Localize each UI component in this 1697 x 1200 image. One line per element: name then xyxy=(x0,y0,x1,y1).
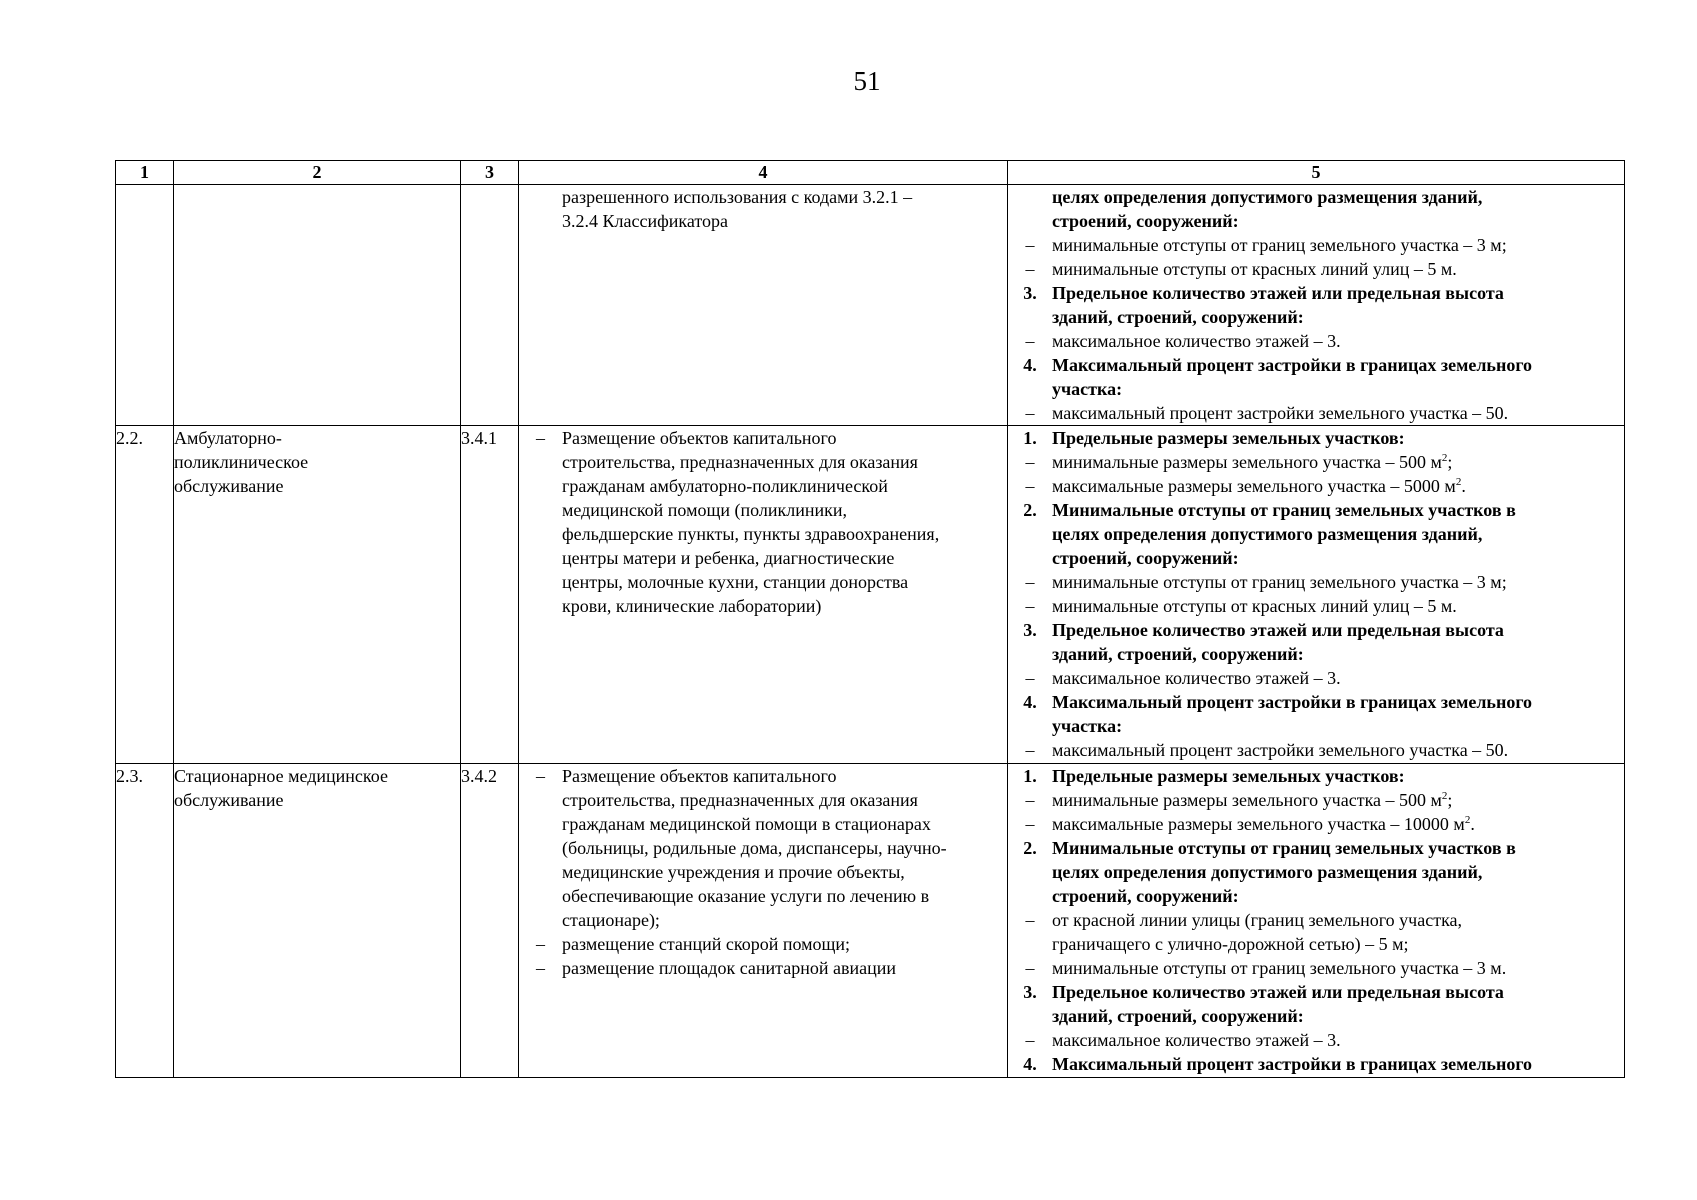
desc-text-value: центры матери и ребенка, диагностические xyxy=(562,548,895,568)
desc-text xyxy=(562,474,1007,498)
param-line xyxy=(1008,474,1624,498)
dash-marker: – xyxy=(1025,740,1035,760)
param-text-value: Максимальный процент застройки в границах земельного xyxy=(1052,692,1533,712)
row-number: 2.3. xyxy=(116,764,174,1078)
param-line xyxy=(1008,329,1624,353)
param-text-value: участка: xyxy=(1052,379,1123,399)
desc-text-value: крови, клинические лаборатории) xyxy=(562,596,822,616)
desc-line xyxy=(519,932,1007,956)
number-marker xyxy=(519,884,562,908)
number-marker xyxy=(1008,932,1052,956)
desc-text-value: (больницы, родильные дома, диспансеры, научно- xyxy=(562,838,947,858)
param-line xyxy=(1008,594,1624,618)
header-col-3: 3 xyxy=(461,161,519,185)
desc-line xyxy=(519,836,1007,860)
desc-line xyxy=(519,812,1007,836)
desc-text-value: строительства, предназначенных для оказания xyxy=(562,452,918,472)
desc-line xyxy=(519,498,1007,522)
use-description xyxy=(519,426,1008,764)
superscript: 2 xyxy=(1441,790,1448,802)
dash-marker: – xyxy=(1025,403,1035,423)
param-text-value: максимальные размеры земельного участка – 5000 м xyxy=(1052,476,1456,496)
classifier-code: 3.4.1 xyxy=(461,426,519,764)
classifier-code: 3.4.2 xyxy=(461,764,519,1078)
dash-marker: – xyxy=(536,958,545,978)
desc-text xyxy=(562,932,1007,956)
param-line xyxy=(1008,690,1624,714)
desc-text xyxy=(562,812,1007,836)
land-use-name xyxy=(174,185,461,426)
param-line xyxy=(1008,498,1624,522)
desc-text xyxy=(562,426,1007,450)
param-text xyxy=(1052,401,1624,425)
number-marker xyxy=(1008,305,1052,329)
number-marker: 1. xyxy=(1023,766,1037,786)
dash-marker: – xyxy=(1025,790,1035,810)
param-text-value: Предельные размеры земельных участков: xyxy=(1052,428,1405,448)
param-text-value: минимальные размеры земельного участка – 500 м xyxy=(1052,452,1442,472)
param-line xyxy=(1008,257,1624,281)
name-line: обслуживание xyxy=(174,790,284,810)
desc-text xyxy=(562,546,1007,570)
param-line xyxy=(1008,353,1624,377)
param-line xyxy=(1008,618,1624,642)
number-marker: 3. xyxy=(1023,982,1037,1002)
param-line xyxy=(1008,209,1624,233)
param-text-value: минимальные отступы от границ земельного участка – 3 м. xyxy=(1052,958,1507,978)
superscript: 2 xyxy=(1464,814,1471,826)
header-col-5: 5 xyxy=(1008,161,1625,185)
param-text-value: максимальное количество этажей – 3. xyxy=(1052,331,1341,351)
desc-text-value: стационаре); xyxy=(562,910,660,930)
desc-text xyxy=(562,594,1007,618)
number-marker xyxy=(1008,377,1052,401)
number-marker: 3. xyxy=(1023,283,1037,303)
param-text-value: Минимальные отступы от границ земельных участков в xyxy=(1052,500,1516,520)
param-text xyxy=(1052,570,1624,594)
desc-text xyxy=(562,860,1007,884)
param-text-value: Предельные размеры земельных участков: xyxy=(1052,766,1405,786)
param-line xyxy=(1008,666,1624,690)
param-text xyxy=(1052,666,1624,690)
number-marker: 2. xyxy=(1023,838,1037,858)
param-text-value: граничащего с улично-дорожной сетью) – 5 м; xyxy=(1052,934,1409,954)
desc-text xyxy=(562,450,1007,474)
param-text-value: минимальные отступы от границ земельного участка – 3 м; xyxy=(1052,235,1507,255)
punctuation: ; xyxy=(1447,790,1453,810)
desc-line xyxy=(519,209,1007,233)
number-marker xyxy=(1008,522,1052,546)
param-text xyxy=(1052,474,1624,498)
limit-parameters xyxy=(1008,764,1625,1078)
row-number xyxy=(116,185,174,426)
desc-line xyxy=(519,522,1007,546)
param-line xyxy=(1008,714,1624,738)
number-marker xyxy=(1008,1004,1052,1028)
param-text xyxy=(1052,860,1624,884)
name-line: поликлиническое xyxy=(174,452,309,472)
desc-line xyxy=(519,594,1007,618)
param-text xyxy=(1052,377,1624,401)
number-marker xyxy=(519,474,562,498)
number-marker xyxy=(519,522,562,546)
param-text xyxy=(1052,884,1624,908)
desc-text xyxy=(562,570,1007,594)
number-marker: 4. xyxy=(1023,355,1037,375)
desc-text-value: размещение площадок санитарной авиации xyxy=(562,958,897,978)
param-text xyxy=(1052,594,1624,618)
param-text-value: зданий, строений, сооружений: xyxy=(1052,307,1304,327)
param-line xyxy=(1008,522,1624,546)
desc-line xyxy=(519,956,1007,980)
desc-line xyxy=(519,474,1007,498)
desc-text xyxy=(562,522,1007,546)
dash-marker: – xyxy=(1025,452,1035,472)
dash-marker: – xyxy=(536,428,545,448)
param-text-value: минимальные отступы от красных линий улиц – 5 м. xyxy=(1052,596,1457,616)
number-marker xyxy=(519,836,562,860)
param-text-value: участка: xyxy=(1052,716,1123,736)
desc-text-value: Размещение объектов капитального xyxy=(562,428,837,448)
desc-line xyxy=(519,185,1007,209)
param-line xyxy=(1008,1028,1624,1052)
desc-text-value: медицинской помощи (поликлиники, xyxy=(562,500,847,520)
table-row xyxy=(116,426,1625,764)
number-marker xyxy=(1008,209,1052,233)
desc-text-value: гражданам амбулаторно-поликлинической xyxy=(562,476,888,496)
param-text xyxy=(1052,908,1624,932)
param-text-value: Максимальный процент застройки в границах земельного xyxy=(1052,1054,1533,1074)
param-text xyxy=(1052,426,1624,450)
number-marker xyxy=(1008,860,1052,884)
classifier-code xyxy=(461,185,519,426)
number-marker xyxy=(519,185,562,209)
punctuation: ; xyxy=(1447,452,1453,472)
param-line xyxy=(1008,908,1624,932)
number-marker: 2. xyxy=(1023,500,1037,520)
desc-line xyxy=(519,908,1007,932)
desc-text xyxy=(562,209,1007,233)
desc-text-value: фельдшерские пункты, пункты здравоохранения, xyxy=(562,524,940,544)
desc-text-value: разрешенного использования с кодами 3.2.1 – xyxy=(562,187,913,207)
param-line xyxy=(1008,450,1624,474)
param-text xyxy=(1052,788,1624,812)
param-line xyxy=(1008,281,1624,305)
param-text-value: целях определения допустимого размещения зданий, xyxy=(1052,187,1483,207)
desc-text-value: гражданам медицинской помощи в стационарах xyxy=(562,814,931,834)
param-line xyxy=(1008,305,1624,329)
name-line: Амбулаторно- xyxy=(174,428,282,448)
param-text xyxy=(1052,450,1624,474)
desc-line xyxy=(519,426,1007,450)
param-text-value: зданий, строений, сооружений: xyxy=(1052,1006,1304,1026)
page-number: 51 xyxy=(853,66,881,96)
param-text xyxy=(1052,618,1624,642)
param-text xyxy=(1052,546,1624,570)
param-text-value: максимальный процент застройки земельного участка – 50. xyxy=(1052,403,1509,423)
dash-marker: – xyxy=(1025,235,1035,255)
param-text xyxy=(1052,1052,1624,1076)
header-col-4: 4 xyxy=(519,161,1008,185)
table-row xyxy=(116,764,1625,1078)
land-use-name xyxy=(174,426,461,764)
param-text-value: максимальное количество этажей – 3. xyxy=(1052,1030,1341,1050)
number-marker xyxy=(519,860,562,884)
param-line xyxy=(1008,884,1624,908)
desc-text-value: центры, молочные кухни, станции донорства xyxy=(562,572,909,592)
param-line xyxy=(1008,812,1624,836)
number-marker xyxy=(1008,884,1052,908)
use-description xyxy=(519,764,1008,1078)
param-text-value: Минимальные отступы от границ земельных участков в xyxy=(1052,838,1516,858)
punctuation: . xyxy=(1461,476,1466,496)
desc-text-value: строительства, предназначенных для оказания xyxy=(562,790,918,810)
dash-marker: – xyxy=(1025,331,1035,351)
param-line xyxy=(1008,233,1624,257)
number-marker xyxy=(519,908,562,932)
number-marker xyxy=(519,812,562,836)
param-text-value: от красной линии улицы (границ земельного участка, xyxy=(1052,910,1463,930)
param-text xyxy=(1052,980,1624,1004)
desc-line xyxy=(519,884,1007,908)
number-marker xyxy=(1008,546,1052,570)
param-text xyxy=(1052,690,1624,714)
param-text-value: Предельное количество этажей или предельная высота xyxy=(1052,620,1504,640)
param-line xyxy=(1008,401,1624,425)
dash-marker: – xyxy=(1025,668,1035,688)
param-line xyxy=(1008,836,1624,860)
param-text xyxy=(1052,329,1624,353)
desc-text xyxy=(562,884,1007,908)
desc-text xyxy=(562,788,1007,812)
param-text-value: максимальные размеры земельного участка – 10000 м xyxy=(1052,814,1465,834)
dash-marker: – xyxy=(1025,814,1035,834)
param-text xyxy=(1052,642,1624,666)
param-text xyxy=(1052,281,1624,305)
param-text-value: минимальные отступы от красных линий улиц – 5 м. xyxy=(1052,259,1457,279)
param-text-value: максимальный процент застройки земельного участка – 50. xyxy=(1052,740,1509,760)
dash-marker: – xyxy=(1025,259,1035,279)
param-line xyxy=(1008,932,1624,956)
param-text xyxy=(1052,257,1624,281)
param-text xyxy=(1052,836,1624,860)
number-marker xyxy=(519,788,562,812)
number-marker xyxy=(519,498,562,522)
use-description xyxy=(519,185,1008,426)
param-line xyxy=(1008,546,1624,570)
number-marker: 3. xyxy=(1023,620,1037,640)
param-text-value: минимальные размеры земельного участка – 500 м xyxy=(1052,790,1442,810)
dash-marker: – xyxy=(1025,476,1035,496)
param-text-value: Максимальный процент застройки в границах земельного xyxy=(1052,355,1533,375)
param-text xyxy=(1052,812,1624,836)
limit-parameters xyxy=(1008,426,1625,764)
desc-line xyxy=(519,860,1007,884)
number-marker xyxy=(519,209,562,233)
param-text xyxy=(1052,714,1624,738)
table-header-row xyxy=(116,161,1625,185)
param-text xyxy=(1052,305,1624,329)
dash-marker: – xyxy=(1025,958,1035,978)
desc-text xyxy=(562,908,1007,932)
number-marker: 1. xyxy=(1023,428,1037,448)
desc-text-value: обеспечивающие оказание услуги по лечению в xyxy=(562,886,930,906)
dash-marker: – xyxy=(1025,1030,1035,1050)
param-line xyxy=(1008,642,1624,666)
param-text xyxy=(1052,353,1624,377)
desc-line xyxy=(519,450,1007,474)
dash-marker: – xyxy=(1025,572,1035,592)
desc-line xyxy=(519,546,1007,570)
param-line xyxy=(1008,956,1624,980)
number-marker xyxy=(519,594,562,618)
name-line: обслуживание xyxy=(174,476,284,496)
param-line xyxy=(1008,860,1624,884)
param-text-value: строений, сооружений: xyxy=(1052,211,1239,231)
param-line xyxy=(1008,426,1624,450)
param-text xyxy=(1052,738,1624,762)
param-text xyxy=(1052,1004,1624,1028)
param-text-value: целях определения допустимого размещения зданий, xyxy=(1052,524,1483,544)
dash-marker: – xyxy=(1025,910,1035,930)
param-line xyxy=(1008,1004,1624,1028)
param-line xyxy=(1008,570,1624,594)
limit-parameters xyxy=(1008,185,1625,426)
desc-text xyxy=(562,956,1007,980)
dash-marker: – xyxy=(536,766,545,786)
param-text-value: строений, сооружений: xyxy=(1052,886,1239,906)
number-marker: 4. xyxy=(1023,1054,1037,1074)
param-line xyxy=(1008,764,1624,788)
dash-marker: – xyxy=(536,934,545,954)
number-marker xyxy=(1008,714,1052,738)
superscript: 2 xyxy=(1455,476,1462,488)
number-marker xyxy=(519,570,562,594)
punctuation: . xyxy=(1470,814,1475,834)
param-text xyxy=(1052,764,1624,788)
name-line: Стационарное медицинское xyxy=(174,766,388,786)
desc-text xyxy=(562,836,1007,860)
desc-text-value: размещение станций скорой помощи; xyxy=(562,934,851,954)
param-text-value: Предельное количество этажей или предельная высота xyxy=(1052,982,1504,1002)
param-text xyxy=(1052,956,1624,980)
regulations-table xyxy=(115,160,1625,1078)
number-marker xyxy=(519,450,562,474)
param-text xyxy=(1052,932,1624,956)
header-col-1: 1 xyxy=(116,161,174,185)
desc-text xyxy=(562,185,1007,209)
desc-text xyxy=(562,764,1007,788)
number-marker: 4. xyxy=(1023,692,1037,712)
param-text xyxy=(1052,209,1624,233)
param-text-value: целях определения допустимого размещения зданий, xyxy=(1052,862,1483,882)
param-line xyxy=(1008,738,1624,762)
param-line xyxy=(1008,1052,1624,1076)
number-marker xyxy=(519,546,562,570)
desc-line xyxy=(519,570,1007,594)
superscript: 2 xyxy=(1441,452,1448,464)
param-text xyxy=(1052,498,1624,522)
param-text xyxy=(1052,233,1624,257)
desc-text-value: 3.2.4 Классификатора xyxy=(562,211,728,231)
number-marker xyxy=(1008,642,1052,666)
row-number: 2.2. xyxy=(116,426,174,764)
desc-text xyxy=(562,498,1007,522)
param-text-value: максимальное количество этажей – 3. xyxy=(1052,668,1341,688)
desc-line xyxy=(519,788,1007,812)
param-text xyxy=(1052,1028,1624,1052)
param-text-value: минимальные отступы от границ земельного участка – 3 м; xyxy=(1052,572,1507,592)
param-line xyxy=(1008,185,1624,209)
param-line xyxy=(1008,980,1624,1004)
param-line xyxy=(1008,788,1624,812)
desc-text-value: Размещение объектов капитального xyxy=(562,766,837,786)
dash-marker: – xyxy=(1025,596,1035,616)
param-text xyxy=(1052,185,1624,209)
number-marker xyxy=(1008,185,1052,209)
desc-line xyxy=(519,764,1007,788)
desc-text-value: медицинские учреждения и прочие объекты, xyxy=(562,862,905,882)
table-row xyxy=(116,185,1625,426)
land-use-name xyxy=(174,764,461,1078)
header-col-2: 2 xyxy=(174,161,461,185)
param-line xyxy=(1008,377,1624,401)
param-text-value: строений, сооружений: xyxy=(1052,548,1239,568)
param-text xyxy=(1052,522,1624,546)
param-text-value: Предельное количество этажей или предельная высота xyxy=(1052,283,1504,303)
param-text-value: зданий, строений, сооружений: xyxy=(1052,644,1304,664)
